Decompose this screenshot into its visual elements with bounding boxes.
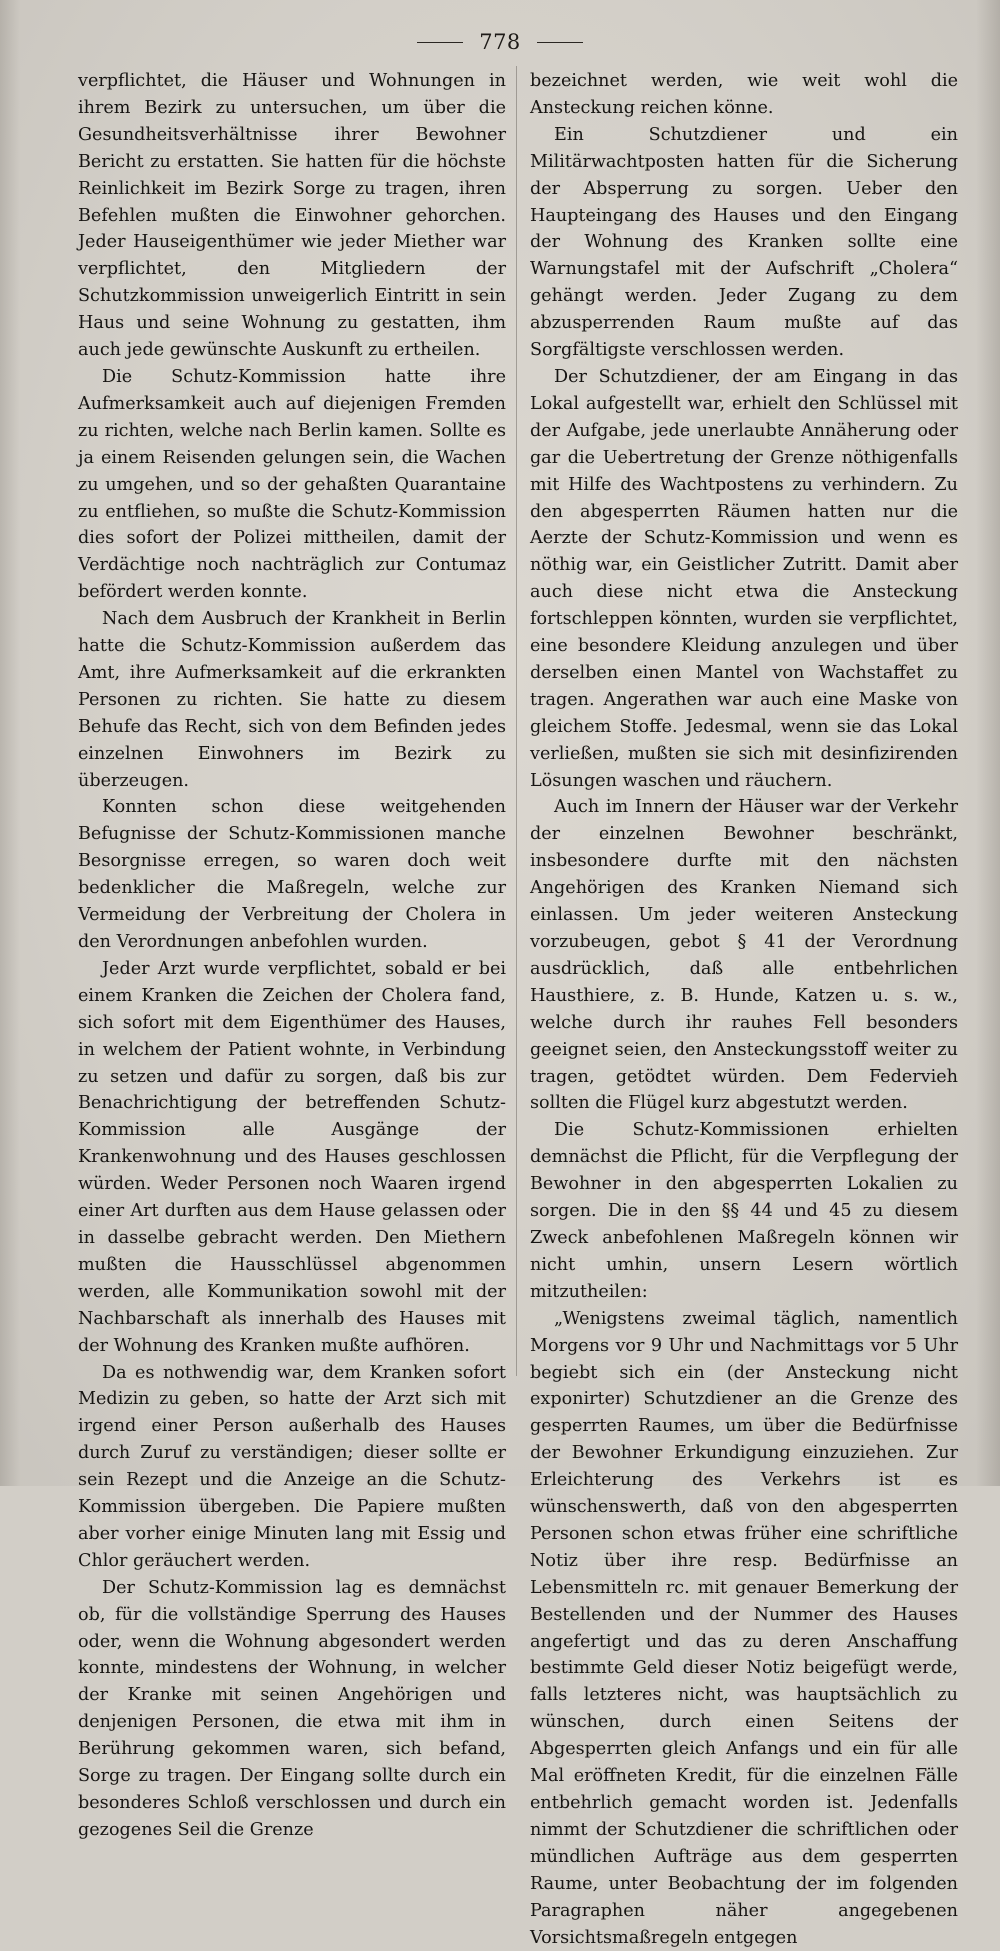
paragraph: Die Schutz-Kommissionen erhielten demnächst die Pflicht, für die Verpflegung der Bewohner in den abgesperrten Lokalien zu sorgen. Die in den §§ 44 und 45 zu diesem Zweck anbefohlenen Maßregeln können wir nicht umhin, unsern Lesern wörtlich mitzutheilen: — [530, 1120, 958, 1302]
paragraph: „Wenigstens zweimal täglich, namentlich Morgens vor 9 Uhr und Nachmittags vor 5 Uhr begiebt sich ein (der Ansteckung nicht exponirter) Schutzdiener an die Grenze des gesperrten Raumes, um über die Bedürfnisse der Bewohner Erkundigung einzuziehen. Zur Erleichterung des Verkehrs ist es wünschenswerth, daß von den abgesperrten Personen schon etwas früher eine schriftliche Notiz über ihre resp. Bedürfnisse an Lebensmitteln rc. mit genauer Bemerkung der Bestellenden und der Nummer des Hauses angefertigt und das zu deren Anschaffung bestimmte Geld dieser Notiz beigefügt werde, falls letzteres nicht, was hauptsächlich zu wünschen, durch einen Seitens der Abgesperrten gleich Anfangs und ein für alle Mal eröffneten Kredit, für die einzelnen Fälle entbehrlich gemacht worden ist. Jedenfalls nimmt der Schutzdiener die schriftlichen oder mündlichen Aufträge aus dem gesperrten Raume, unter Beobachtung der im folgenden Paragraphen näher angegebenen Vorsichtsmaßregeln entgegen — [530, 1308, 958, 1948]
paragraph: Ein Schutzdiener und ein Militärwachtposten hatten für die Sicherung der Absperrung zu sorgen. Ueber den Haupteingang des Hauses und den Eingang der Wohnung des Kranken sollte eine Warnungstafel mit der Aufschrift „Cholera“ gehängt werden. Jeder Zugang zu dem abzusperrenden Raum mußte auf das Sorgfältigste verschlossen werden. — [530, 124, 958, 361]
paragraph: Jeder Arzt wurde verpflichtet, sobald er bei einem Kranken die Zeichen der Cholera fand, sich sofort mit dem Eigenthümer des Hauses, in welchem der Patient wohnte, in Verbindung zu setzen und dafür zu sorgen, daß bis zur Benachrichtigung der betreffenden Schutz-Kommission alle Ausgänge der Krankenwohnung und des Hauses geschlossen würden. Weder Personen noch Waaren irgend einer Art durften aus dem Hause gelassen oder in dasselbe gebracht werden. Den Miethern mußten die Hausschlüssel abgenommen werden, alle Kommunikation sowohl mit der Nachbarschaft als innerhalb des Hauses mit der Wohnung des Kranken mußte aufhören. — [78, 958, 506, 1356]
paragraph: Die Schutz-Kommission hatte ihre Aufmerksamkeit auch auf diejenigen Fremden zu richten, welche nach Berlin kamen. Sollte es ja einem Reisenden gelungen sein, die Wachen zu umgehen, und so der gehaßten Quarantaine zu entfliehen, so mußte die Schutz-Kommission dies sofort der Polizei mittheilen, damit der Verdächtige noch nachträglich zur Contumaz befördert werden konnte. — [78, 366, 506, 603]
right-column — [530, 68, 958, 1951]
header-rule-left — [417, 42, 463, 43]
page-edge-shadow-left — [0, 0, 20, 1486]
page-header — [0, 30, 1000, 54]
header-rule-right — [537, 42, 583, 43]
paragraph: Konnten schon diese weitgehenden Befugnisse der Schutz-Kommissionen manche Besorgnisse erregen, so waren doch weit bedenklicher die Maßregeln, welche zur Vermeidung der Verbreitung der Cholera in den Verordnungen anbefohlen wurden. — [78, 797, 506, 952]
page-number: 778 — [479, 30, 521, 54]
paragraph: Da es nothwendig war, dem Kranken sofort Medizin zu geben, so hatte der Arzt sich mit irgend einer Person außerhalb des Hauses durch Zuruf zu verständigen; dieser sollte er sein Rezept und die Anzeige an die Schutz-Kommission übergeben. Die Papiere mußten aber vorher einige Minuten lang mit Essig und Chlor geräuchert werden. — [78, 1362, 506, 1571]
paragraph: Der Schutz-Kommission lag es demnächst ob, für die vollständige Sperrung des Hauses oder, wenn die Wohnung abgesondert werden konnte, mindestens der Wohnung, in welcher der Kranke mit seinen Angehörigen und denjenigen Personen, die etwa mit ihm in Berührung gekommen waren, sich befand, Sorge zu tragen. Der Eingang sollte durch ein besonderes Schloß verschlossen und durch ein gezogenes Seil die Grenze — [78, 1577, 506, 1840]
paragraph: Nach dem Ausbruch der Krankheit in Berlin hatte die Schutz-Kommission außerdem das Amt, ihre Aufmerksamkeit auf die erkrankten Personen zu richten. Sie hatte zu diesem Behufe das Recht, sich von dem Befinden jedes einzelnen Einwohners im Bezirk zu überzeugen. — [78, 609, 506, 791]
left-column — [78, 68, 506, 1844]
paragraph: verpflichtet, die Häuser und Wohnungen in ihrem Bezirk zu untersuchen, um über die Gesundheitsverhältnisse ihrer Bewohner Bericht zu erstatten. Sie hatten für die höchste Reinlichkeit im Bezirk Sorge zu tragen, ihren Befehlen mußten die Einwohner gehorchen. Jeder Hauseigenthümer wie jeder Miether war verpflichtet, den Mitgliedern der Schutzkommission unweigerlich Eintritt in sein Haus und seine Wohnung zu gestatten, ihm auch jede gewünschte Auskunft zu ertheilen. — [78, 71, 506, 361]
page-edge-shadow-right — [976, 0, 1000, 1486]
paragraph: bezeichnet werden, wie weit wohl die Ansteckung reichen könne. — [530, 71, 958, 118]
column-divider — [516, 66, 517, 1376]
paragraph: Der Schutzdiener, der am Eingang in das Lokal aufgestellt war, erhielt den Schlüssel mit der Aufgabe, jede unerlaubte Annäherung oder gar die Uebertretung der Grenze nöthigenfalls mit Hilfe des Wachtpostens zu verhindern. Zu den abgesperrten Räumen hatten nur die Aerzte der Schutz-Kommission und wenn es nöthig war, ein Geistlicher Zutritt. Damit aber auch diese nicht etwa die Ansteckung fortschleppen könnten, wurden sie verpflichtet, eine besondere Kleidung anzulegen und über derselben einen Mantel von Wachstaffet zu tragen. Angerathen war auch eine Maske von gleichem Stoffe. Jedesmal, wenn sie das Lokal verließen, mußten sie sich mit desinfizirenden Lösungen waschen und räuchern. — [530, 366, 958, 791]
paragraph: Auch im Innern der Häuser war der Verkehr der einzelnen Bewohner beschränkt, insbesondere durfte mit den nächsten Angehörigen des Kranken Niemand sich einlassen. Um jeder weiteren Ansteckung vorzubeugen, gebot § 41 der Verordnung ausdrücklich, daß alle entbehrlichen Hausthiere, z. B. Hunde, Katzen u. s. w., welche durch ihr rauhes Fell besonders geeignet seien, den Ansteckungsstoff weiter zu tragen, getödtet würden. Dem Federvieh sollten die Flügel kurz abgestutzt werden. — [530, 797, 958, 1114]
